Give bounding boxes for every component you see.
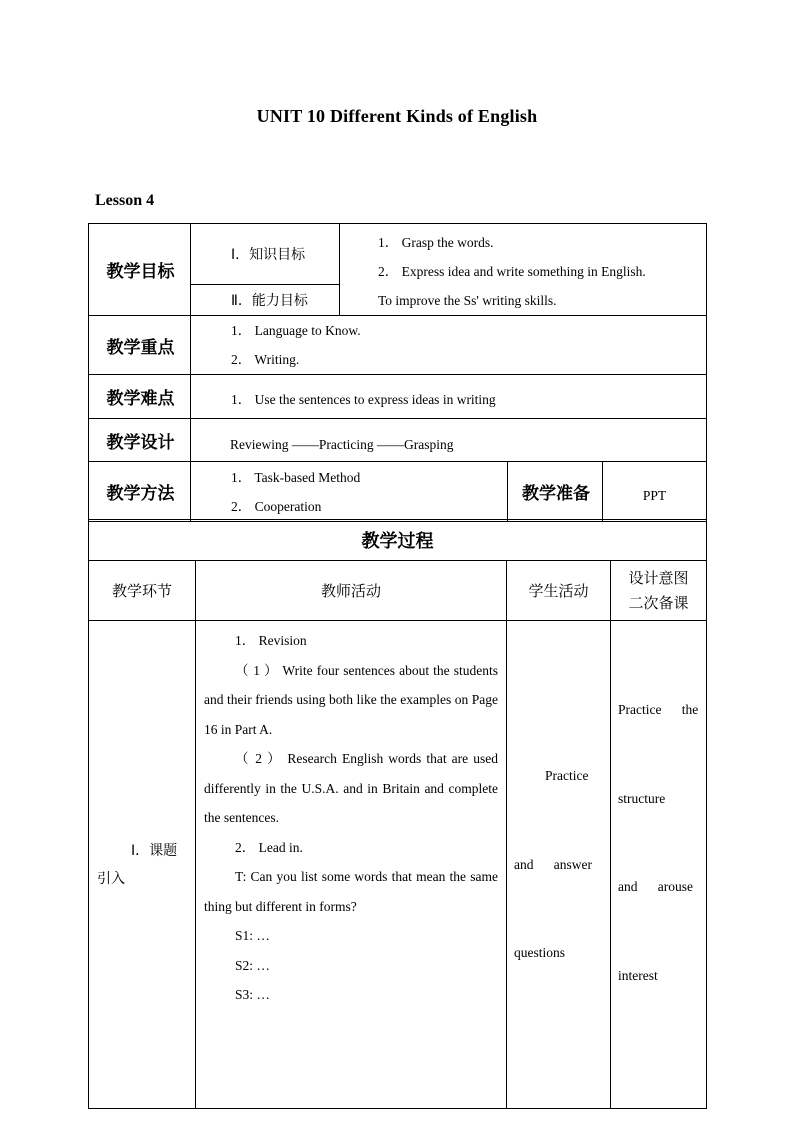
key-points-content [191,316,707,375]
teacher-line-7: S2: … [235,957,270,973]
intent-line2: structure [618,790,666,806]
header-student: 学生活动 [507,561,611,621]
key-point-item-1: 1． Language to Know. [231,323,361,338]
objectives-content-cell [340,224,707,316]
method-item-1: 1． Task-based Method [231,469,361,485]
student-line3: questions [514,945,566,961]
intent-line4: interest [618,967,658,983]
teacher-line-4: 2． Lead in. [235,839,303,855]
methods-label-cell [89,462,191,522]
student-activity-cell [507,621,611,1109]
header-intent-line2: 二次备课 [628,593,689,612]
lesson-plan-table [88,223,707,522]
header-teacher: 教师活动 [196,561,507,621]
stage-cell [89,621,196,1109]
method-item-2: 2． Cooperation [231,498,322,514]
knowledge-goal-label: Ⅰ．知识目标 [191,224,340,285]
teacher-line-8: S3: … [235,987,270,1002]
stage-line1: Ⅰ．课题 [131,842,178,859]
intent-line3: and arouse [618,879,693,894]
prep-label: 教学准备 [522,484,590,504]
lesson-heading: Lesson 4 [95,192,155,209]
difficulties-label: 教学难点 [106,389,175,409]
ability-goal-label: Ⅱ．能力目标 [191,285,340,316]
document-title: UNIT 10 Different Kinds of English [256,106,538,126]
student-line2: and answer [514,856,592,872]
teacher-line-5: T: Can you list some words that mean the same thing but different in forms? [204,869,498,914]
prep-label-cell [508,462,603,522]
knowledge-item-2: 2． Express idea and write something in English. [378,264,646,279]
difficulties-label-cell [89,375,191,419]
difficulties-content [191,375,707,419]
knowledge-item-1: 1． Grasp the words. [378,235,494,250]
process-title: 教学过程 [89,520,707,561]
teacher-line-3: （ 2 ） Research English words that are used differently in the U.S.A. and in Britain and complete the sentences. [204,751,498,825]
header-intent-line1: 设计意图 [628,568,689,587]
teacher-activity-cell [196,621,507,1109]
process-table [88,519,707,1109]
student-line1: Practice [545,768,589,784]
design-label: 教学设计 [106,432,175,453]
objectives-label: 教学目标 [106,262,175,282]
ability-goal-text: To improve the Ss' writing skills. [378,293,557,308]
intent-line1: Practice the [618,702,699,717]
methods-content [191,462,508,522]
teacher-line-6: S1: … [235,928,270,943]
intent-cell [611,621,707,1109]
header-stage: 教学环节 [89,561,196,621]
design-content [191,419,707,462]
teacher-line-2: （ 1 ） Write four sentences about the students and their friends using both like the examples on Page 16 in Part A. [204,662,498,737]
stage-line2: 引入 [97,870,125,887]
table-row [89,621,707,1109]
difficulty-item-1: 1． Use the sentences to express ideas in writing [231,392,496,407]
key-points-label-cell [89,316,191,375]
key-points-label: 教学重点 [106,337,175,358]
prep-value: PPT [603,462,707,522]
design-label-cell [89,419,191,462]
methods-label: 教学方法 [106,484,175,504]
teacher-line-1: 1． Revision [235,633,307,648]
key-point-item-2: 2． Writing. [231,352,300,367]
design-text: Reviewing ——Practicing ——Grasping [230,437,454,452]
objectives-label-cell [89,224,191,316]
header-intent [611,561,707,621]
